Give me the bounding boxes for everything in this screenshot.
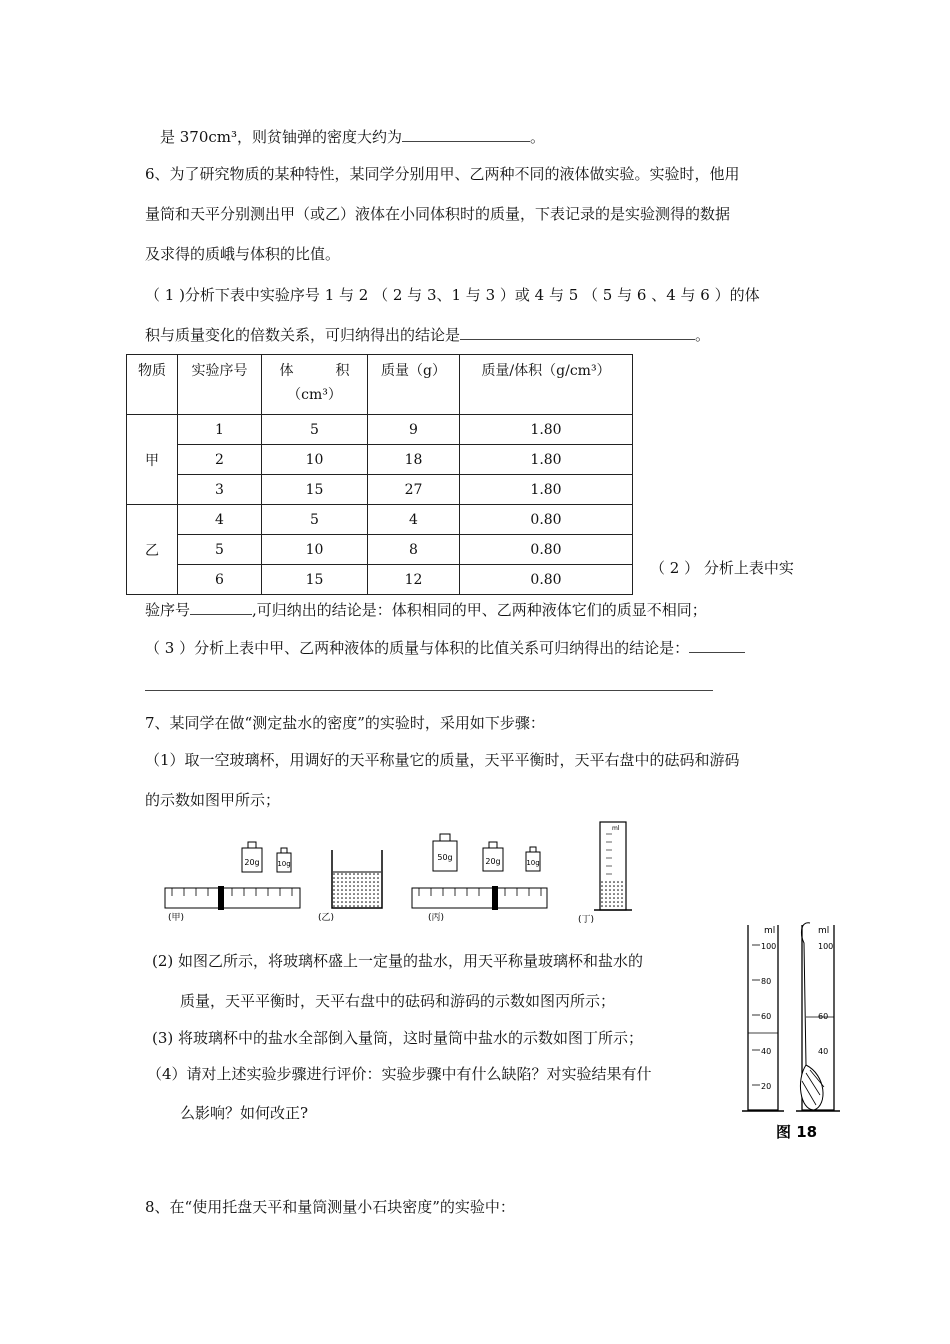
fig18-tick: 60 (818, 1012, 829, 1021)
fig18-tick: 20 (761, 1082, 772, 1091)
q7-step2-line2: 质量，天平平衡时，天平右盘中的砝码和游码的示数如图丙所示； (180, 992, 616, 1010)
table-cell: 1.80 (460, 445, 633, 475)
weight-10g-bing (526, 847, 540, 871)
q7-step3: (3) 将玻璃杯中的盐水全部倒入量筒，这时量筒中盐水的示数如图丁所示； (152, 1029, 644, 1047)
beaker (318, 850, 382, 923)
table-row (127, 475, 633, 505)
weight-10g (277, 848, 291, 872)
table-cell: 5 (262, 505, 368, 535)
balance-figure-svg (160, 820, 640, 930)
fig18-tick: 60 (761, 1012, 772, 1021)
cylinder-left (742, 925, 784, 1111)
q6-line1: 6、为了研究物质的某种特性，某同学分别用甲、乙两种不同的液体做实验。实验时，他用 (145, 165, 740, 183)
fig18-tick: 80 (761, 977, 772, 986)
table-row (127, 445, 633, 475)
q6-part1-line2 (145, 325, 710, 345)
fig18-tick: 100 (818, 942, 834, 951)
data-table (126, 354, 633, 595)
weight-label: 10g (526, 859, 540, 867)
table-row (127, 505, 633, 535)
q6-part1-text: 积与质量变化的倍数关系，可归纳得出的结论是 (145, 326, 461, 344)
fig18-unit-right: ml (818, 926, 830, 936)
table-row (127, 415, 633, 445)
q6-part1-line1: （ 1 )分析下表中实验序号 1 与 2 （ 2 与 3、1 与 3 ）或 4 与 5 （ 5 与 6 、4 与 6 ）的体 (145, 286, 760, 304)
table-cell: 10 (262, 535, 368, 565)
header-seq: 实验序号 (178, 355, 262, 415)
answer-blank[interactable] (689, 638, 745, 653)
q6-line2: 量筒和天平分别测出甲（或乙）液体在小同体积时的质量，下表记录的是实验测得的数据 (145, 205, 731, 223)
q6-part1-end: 。 (695, 326, 711, 344)
cylinder-right (796, 923, 840, 1111)
q6-part2-text: ,可归纳出的结论是：体积相同的甲、乙两种液体它们的质显不相同； (252, 601, 707, 619)
figure-label-jia: (甲) (168, 913, 185, 923)
q7-step4-line1: （4）请对上述实验步骤进行评价：实验步骤中有什么缺陷？对实验结果有什 (147, 1065, 652, 1083)
figure-18-svg (730, 915, 850, 1145)
weight-label: 50g (437, 853, 453, 862)
table-cell: 4 (368, 505, 460, 535)
substance-cell: 乙 (127, 505, 178, 595)
table-cell: 2 (178, 445, 262, 475)
q7-step4-line2: 么影响？如何改正? (180, 1104, 309, 1122)
header-volume-unit: （cm³） (287, 387, 342, 403)
table-cell: 12 (368, 565, 460, 595)
q6-part2-line (145, 600, 707, 620)
header-substance: 物质 (127, 355, 178, 415)
table-row (127, 565, 633, 595)
table-cell: 15 (262, 475, 368, 505)
answer-blank[interactable] (402, 127, 530, 142)
table-cell: 10 (262, 445, 368, 475)
answer-blank[interactable] (460, 325, 695, 340)
table-cell: 18 (368, 445, 460, 475)
figure-label-yi: (乙) (318, 913, 335, 923)
header-volume-label: 体 积 (279, 363, 350, 379)
q7-step2-line1: (2) 如图乙所示，将玻璃杯盛上一定量的盐水，用天平称量玻璃杯和盐水的 (152, 952, 644, 970)
table-cell: 9 (368, 415, 460, 445)
q8-title: 8、在“使用托盘天平和量筒测量小石块密度”的实验中： (145, 1198, 515, 1216)
header-volume (262, 355, 368, 415)
table-cell: 27 (368, 475, 460, 505)
fig18-tick: 40 (818, 1047, 829, 1056)
table-cell: 1.80 (460, 415, 633, 445)
q7-step1-line1: （1）取一空玻璃杯，用调好的天平称量它的质量，天平平衡时，天平右盘中的砝码和游码 (145, 751, 740, 769)
answer-blank[interactable] (190, 600, 252, 615)
weight-label: 20g (244, 858, 260, 867)
substance-cell: 甲 (127, 415, 178, 505)
answer-blank-line[interactable] (145, 690, 713, 691)
table-cell: 6 (178, 565, 262, 595)
q5-text: 是 370cm³，则贫铀弹的密度大约为 (160, 128, 403, 146)
q5-end: 。 (530, 128, 546, 146)
balance-figure (160, 820, 640, 930)
table-cell: 5 (262, 415, 368, 445)
figure-18 (730, 915, 850, 1145)
cylinder-unit: ml (612, 825, 620, 832)
q6-part3-line (145, 638, 745, 658)
fig18-caption: 图 18 (776, 1123, 818, 1141)
q6-part2-label: 验序号 (145, 601, 191, 619)
weight-50g (433, 834, 457, 871)
table-cell: 15 (262, 565, 368, 595)
table-cell: 0.80 (460, 505, 633, 535)
table-cell: 8 (368, 535, 460, 565)
q6-line3: 及求得的质峨与体积的比值。 (145, 245, 341, 263)
q6-part3-text: （ 3 ）分析上表中甲、乙两种液体的质量与体积的比值关系可归纳得出的结论是： (145, 639, 690, 657)
weight-label: 10g (277, 860, 291, 868)
figure-label-ding: (丁) (578, 915, 595, 925)
q5-line (160, 127, 545, 147)
table-cell: 0.80 (460, 565, 633, 595)
q7-title: 7、某同学在做“测定盐水的密度”的实验时，采用如下步骤： (145, 714, 545, 732)
weight-20g-bing (483, 842, 503, 871)
figure-label-bing: (丙) (428, 913, 445, 923)
q7-step1-line2: 的示数如图甲所示； (145, 791, 281, 809)
table-cell: 4 (178, 505, 262, 535)
fig18-tick: 100 (761, 942, 777, 951)
table-cell: 0.80 (460, 535, 633, 565)
table-cell: 1.80 (460, 475, 633, 505)
table-cell: 1 (178, 415, 262, 445)
weight-label: 20g (485, 857, 501, 866)
weight-20g (242, 842, 262, 872)
header-ratio: 质量/体积（g/cm³） (460, 355, 633, 415)
ruler-bing (412, 886, 547, 923)
q6-part2-side: （ 2 ） 分析上表中实 (650, 559, 794, 577)
graduated-cylinder-ding (578, 822, 632, 925)
fig18-unit-left: ml (764, 926, 776, 936)
fig18-tick: 40 (761, 1047, 772, 1056)
table-header-row (127, 355, 633, 415)
table-cell: 3 (178, 475, 262, 505)
ruler-jia (165, 886, 300, 923)
table-row (127, 535, 633, 565)
header-mass: 质量（g） (368, 355, 460, 415)
table-cell: 5 (178, 535, 262, 565)
